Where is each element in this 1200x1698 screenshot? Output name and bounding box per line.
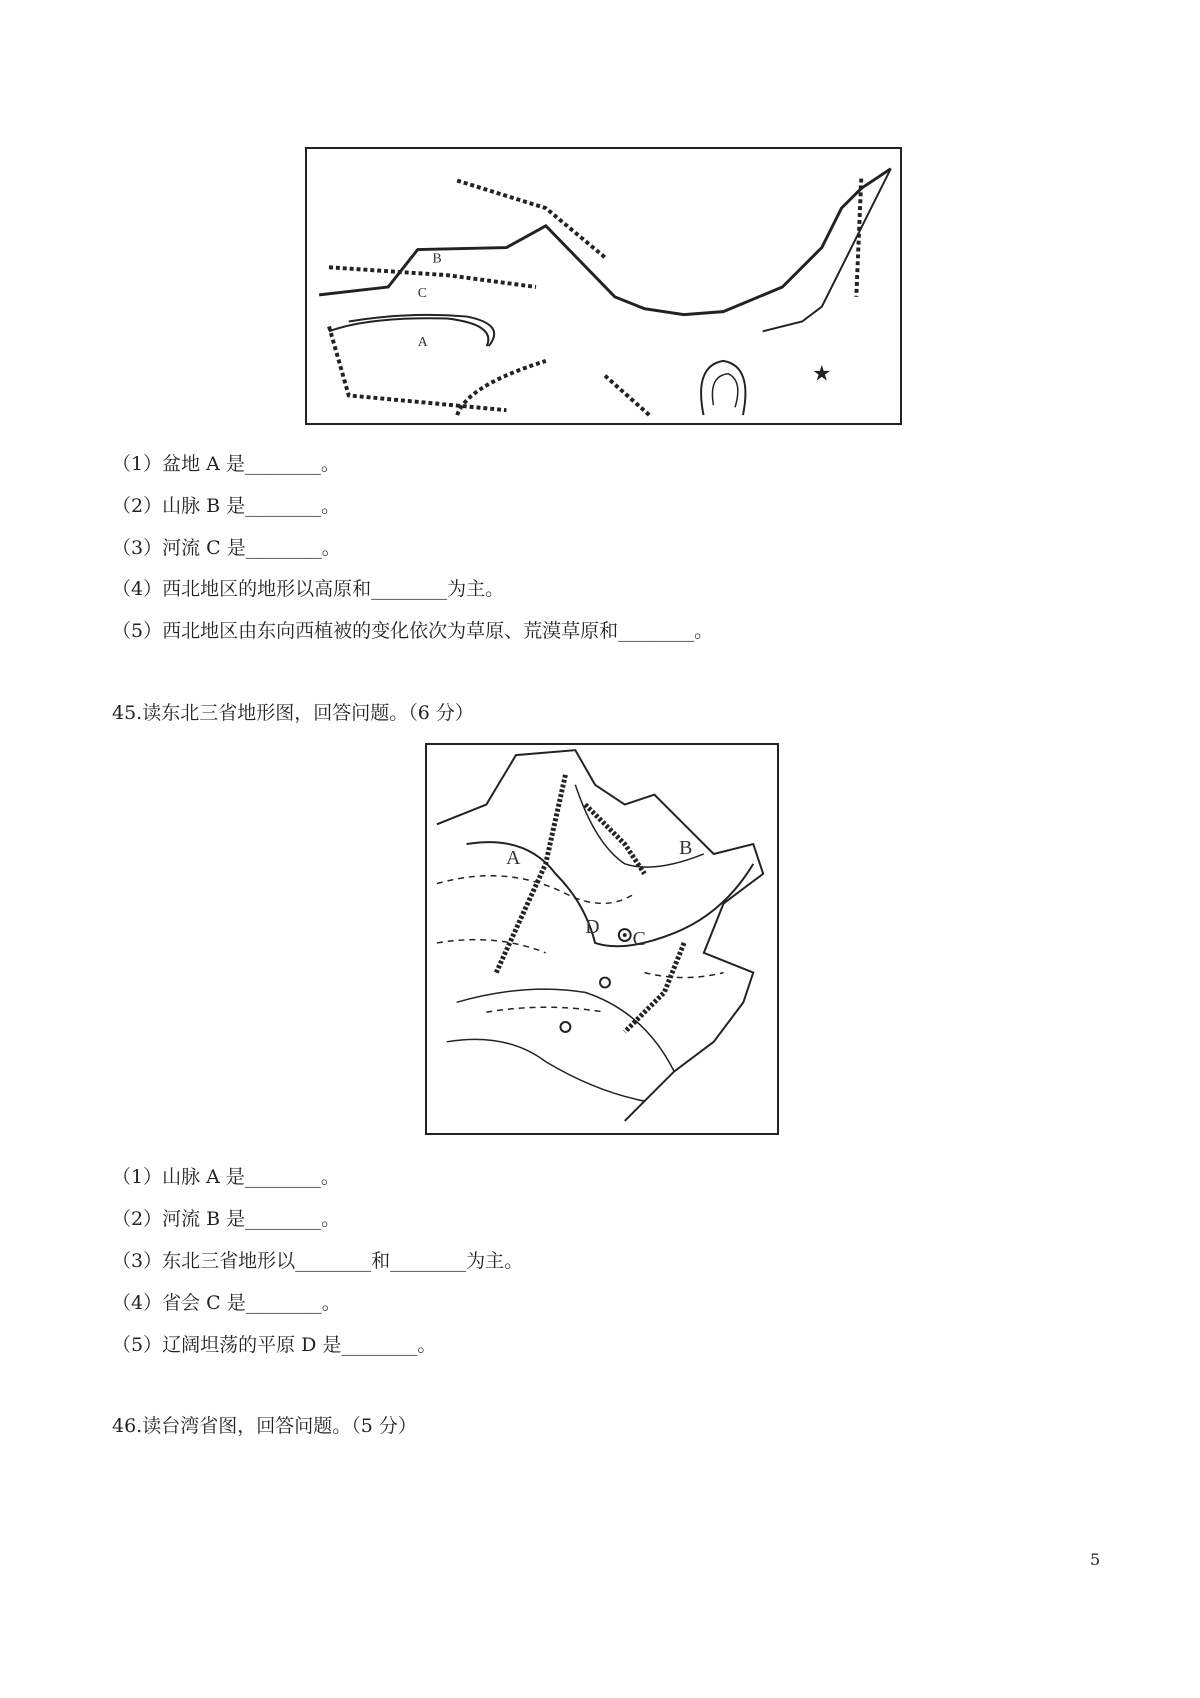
q44-item-1: （1）盆地 A 是________。 bbox=[112, 453, 340, 475]
q45-item-2: （2）河流 B 是________。 bbox=[112, 1208, 341, 1230]
star-icon: ★ bbox=[812, 361, 832, 387]
q44-item-4: （4）西北地区的地形以高原和________为主。 bbox=[112, 578, 505, 600]
map-label-a: A bbox=[417, 334, 428, 350]
q45-item-5: （5）辽阔坦荡的平原 D 是________。 bbox=[112, 1334, 437, 1356]
northwest-map-figure bbox=[307, 149, 900, 423]
q46-title: 46.读台湾省图，回答问题。（5 分） bbox=[112, 1415, 417, 1437]
map-label-b: B bbox=[432, 250, 442, 266]
q44-item-2: （2）山脉 B 是________。 bbox=[112, 495, 341, 517]
ne-label-b: B bbox=[679, 836, 693, 859]
q45-title: 45.读东北三省地形图，回答问题。（6 分） bbox=[112, 702, 474, 724]
ne-label-a: A bbox=[506, 846, 521, 869]
northwest-map bbox=[305, 147, 902, 425]
map-label-c: C bbox=[417, 284, 427, 300]
northeast-map-figure bbox=[427, 745, 777, 1133]
q45-item-3: （3）东北三省地形以________和________为主。 bbox=[112, 1250, 524, 1272]
ne-label-c: C bbox=[632, 927, 646, 950]
ne-label-d: D bbox=[585, 916, 600, 939]
q44-item-5: （5）西北地区由东向西植被的变化依次为草原、荒漠草原和________。 bbox=[112, 620, 714, 642]
northeast-map bbox=[425, 743, 779, 1135]
q45-item-1: （1）山脉 A 是________。 bbox=[112, 1166, 340, 1188]
q44-item-3: （3）河流 C 是________。 bbox=[112, 537, 341, 559]
page-number: 5 bbox=[1090, 1550, 1101, 1569]
q45-item-4: （4）省会 C 是________。 bbox=[112, 1292, 341, 1314]
